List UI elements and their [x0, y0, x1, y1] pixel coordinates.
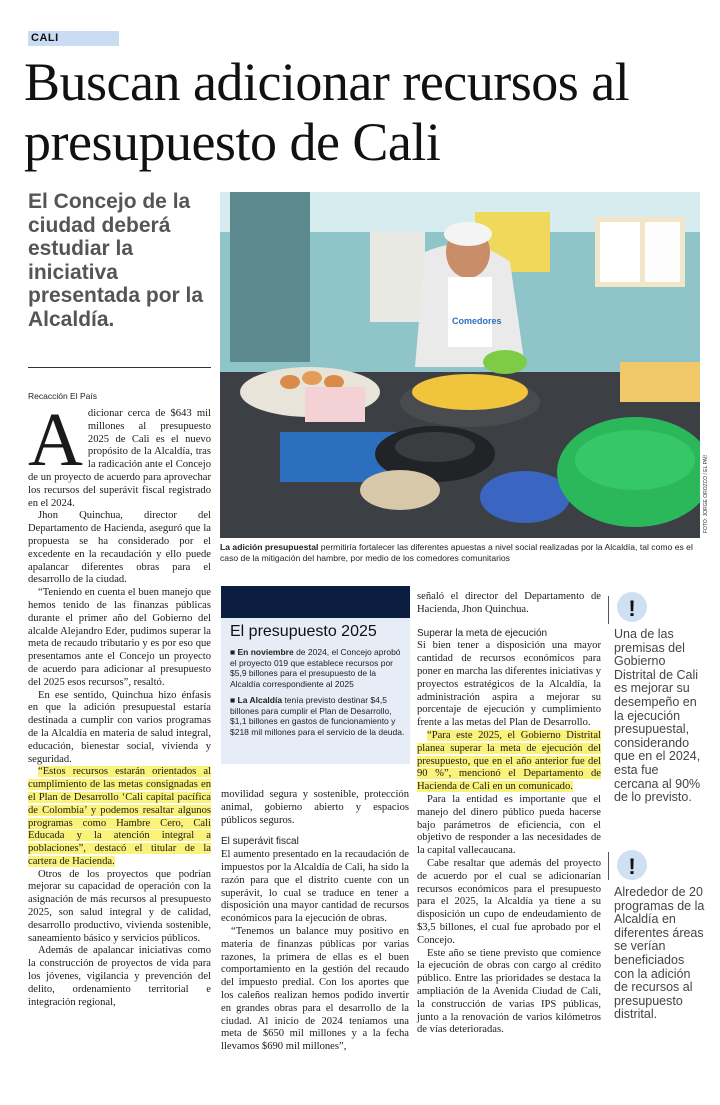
info-box-item: ■ En noviembre de 2024, el Concejo aprobó el proyecto 019 que establece recursos por $5,9 billones para el presupuesto de la Alcaldía correspondiente al 2025	[230, 647, 401, 689]
divider	[28, 367, 211, 368]
exclamation-icon	[617, 592, 647, 622]
paragraph: “Tenemos un balance muy positivo en materia de finanzas públicas por varias razones, la primera de ellas es el buen comportamiento en la gestión del recaudo del impuesto predial. Con los aportes que los caleños realizan hemos podido invertir en grandes obras para el desarrollo de la ciudad. Al inicio de 2024 teníamos una meta de $650 mil millones y a la fecha llevamos $690 mil millones”,	[221, 925, 409, 1053]
dropcap: A	[28, 398, 83, 482]
article-column-2	[221, 789, 409, 1054]
sidebar-rule	[608, 596, 609, 624]
svg-text:!: !	[628, 596, 636, 621]
svg-text:FOTO: JORGE OROZCO / EL PAÍS: FOTO: JORGE OROZCO / EL PAÍS	[703, 455, 709, 533]
subtitle-ejecucion: Superar la meta de ejecución	[417, 627, 548, 639]
kitchen-photo-illustration	[220, 192, 700, 538]
info-box-title: El presupuesto 2025	[230, 623, 377, 640]
svg-text:!: !	[628, 854, 636, 879]
photo-caption: La adición presupuestal permitiría fortalecer las diferentes apuestas a nivel social realizadas por la Alcaldía, tal como es el caso de la mitigación del hambre, por medio de los comedores comunitarios	[220, 542, 693, 563]
paragraph: movilidad segura y sostenible, protección animal, gobierno abierto y espacios públicos seguros.	[221, 789, 409, 826]
headline: Buscan adicionar recursos al presupuesto de Cali	[24, 52, 630, 172]
lead-paragraph: Adicionar cerca de $643 mil millones al presupuesto 2025 de Cali es el nuevo propósito de la Alcaldía, tras la radicación ante el Concejo de un proyecto de acuerdo para aprovechar los recursos del superávit fiscal registrado en el 2024.	[28, 398, 211, 509]
subtitle-superavit: El superávit fiscal	[221, 836, 299, 848]
paragraph: señaló el director del Departamento de Hacienda, Jhon Quinchua.	[417, 591, 601, 615]
highlighted-quote: “Estos recursos estarán orientados al cumplimiento de las metas consignadas en el Plan de Desarrollo ‘Cali capital pacífica de Colombia’ y podemos resaltar algunos programas como Hambre Cero, Cali Educada y la atención integral a poblaciones”, destacó el titular de la cartera de Hacienda.	[28, 766, 211, 867]
photo-credit	[700, 455, 710, 535]
paragraph: Este año se tiene previsto que comience la ejecución de obras con cargo al crédito público. Entre las prioridades se destaca la ampliación de la Avenida Ciudad de Cali, la construcción de varias IPS públicas, junto a la renovación de varios kilómetros de vías deterioradas.	[417, 947, 601, 1036]
highlighted-quote: “Para este 2025, el Gobierno Distrital planea superar la meta de ejecución del presupuesto, que en el año anterior fue del 90 %”, mencionó el Departamento de Hacienda de Cali en un comunicado.	[417, 729, 601, 793]
paragraph: Para la entidad es importante que el manejo del dinero público pueda hacerse bajo parámetros de eficiencia, con el objetivo de responder a las necesidades de la capital vallecaucana.	[417, 793, 601, 857]
paragraph: Si bien tener a disposición una mayor cantidad de recursos económicos para poner en marcha las diferentes iniciativas y proyectos estratégicos de la Alcaldía, la administración aspira a mejorar su porcentaje de ejecución y cumplimiento frente a las metas del Plan de Desarrollo.	[417, 640, 601, 729]
paragraph: Además de apalancar iniciativas como la construcción de proyectos de vida para los jóvenes, vigilancia y prevención del delito, ordenamiento territorial e integración regional,	[28, 945, 211, 1008]
article-column-1	[28, 398, 211, 1009]
article-column-3	[417, 591, 601, 1037]
paragraph: Jhon Quinchua, director del Departamento de Hacienda, aseguró que la propuesta se ha considerado por el excedente en la recaudación y ello puede apalancar diferentes obras para el desarrollo de la ciudad.	[28, 510, 211, 586]
subheadline: El Concejo de la ciudad deberá estudiar la iniciativa presentada por la Alcaldía.	[28, 190, 204, 331]
info-box-body	[230, 647, 406, 743]
svg-text:Comedores: Comedores	[452, 316, 502, 326]
info-box-header-bar	[221, 586, 410, 618]
sidebar-fact-2: Alrededor de 20 programas de la Alcaldía en diferentes áreas se verían beneficiados con la adición de recursos al presupuesto distrital.	[614, 885, 705, 1022]
paragraph: El aumento presentado en la recaudación de impuestos por la Alcaldía de Cali, ha sido la razón para que el distrito cuente con un superávit, lo cual se traduce en tener a disposición una mayor cantidad de recursos económicos para la ejecución de obras.	[221, 849, 409, 925]
section-tag: CALI	[28, 31, 119, 46]
article-photo	[220, 192, 700, 538]
exclamation-icon	[617, 850, 647, 880]
paragraph: “Teniendo en cuenta el buen manejo que hemos tenido de las finanzas públicas durante el primer año del Gobierno del alcalde Alejandro Eder, pudimos superar la meta de recaudo tributario y es por eso que presentamos ante el Concejo un proyecto de acuerdo para adicionar al presupuesto del 2025 esos recursos”, resaltó.	[28, 587, 211, 688]
paragraph: Otros de los proyectos que podrían mejorar su capacidad de operación con la asignación de más recursos al presupuesto 2025, son salud integral y de calidad, desarrollo productivo, vivienda sostenible, saneamiento básico y servicios públicos.	[28, 868, 211, 944]
paragraph: En ese sentido, Quinchua hizo énfasis en que la adición presupuestal estaría destinada a cumplir con varios programas de la Alcaldía en materia de salud integral, educación, bienestar social, vivienda y seguridad.	[28, 689, 211, 765]
byline: Recacción El País	[28, 391, 97, 401]
sidebar-fact-1: Una de las premisas del Gobierno Distrital de Cali es mejorar su desempeño en la ejecución presupuestal, considerando que en el 2024, esta fue cercana al 90% de lo previsto.	[614, 627, 701, 805]
paragraph: Cabe resaltar que además del proyecto de acuerdo por el cual se adicionarían recursos económicos para el presupuesto para el 2025, la Alcaldía ya tiene a su disposición un cupo de endeudamiento de $3,5 billones, el cual fue aprobado por el Concejo.	[417, 857, 601, 946]
info-box-item: ■ La Alcaldía tenía previsto destinar $4,5 billones para cumplir el Plan de Desarrollo, $1,1 billones en gastos de funcionamiento y $218 mil millones para el servicio de la deuda.	[230, 695, 405, 737]
sidebar-rule	[608, 852, 609, 880]
